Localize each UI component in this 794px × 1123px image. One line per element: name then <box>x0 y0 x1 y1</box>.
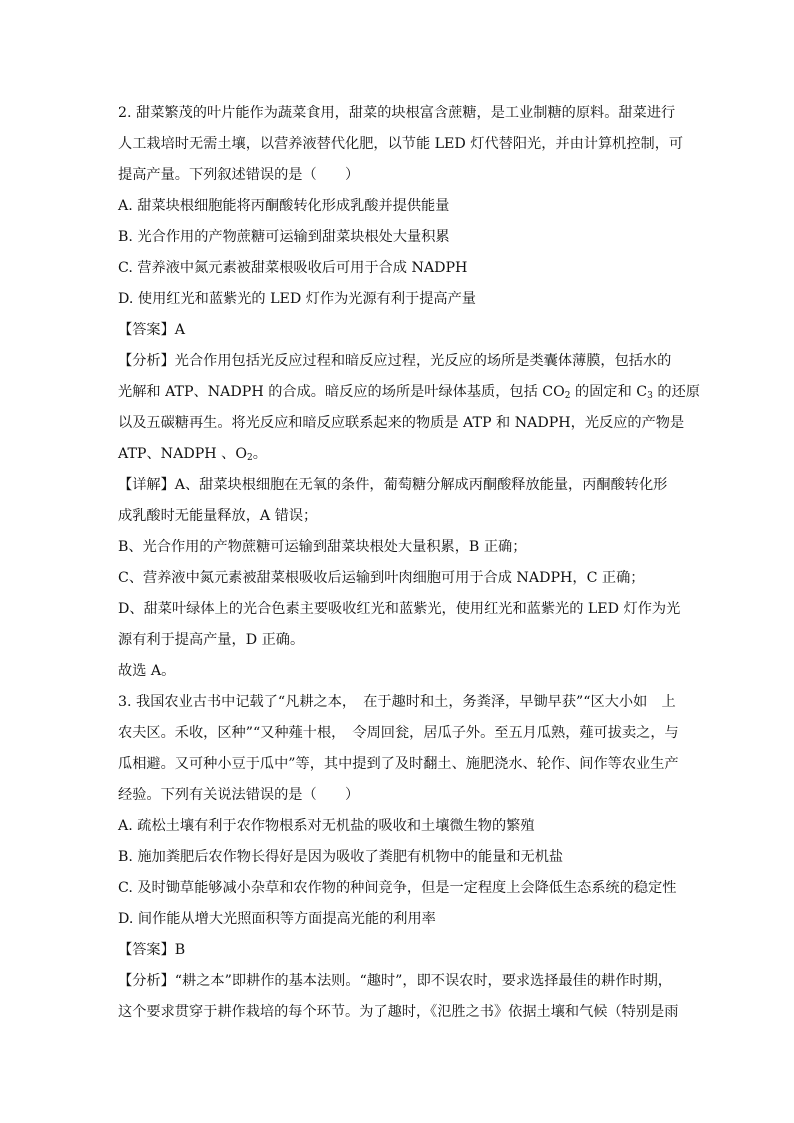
document-body <box>118 98 700 1028</box>
q2-stem-line-2: 人工栽培时无需土壤，以营养液替代化肥，以节能 LED 灯代替阳光，并由计算机控制，可 <box>118 136 684 152</box>
q2-detail-line-6: 源有利于提高产量，D 正确。 <box>118 632 305 648</box>
q2-detail-line-3: B、光合作用的产物蔗糖可运输到甜菜块根处大量积累，B 正确； <box>118 539 527 555</box>
subscript-2: 2 <box>246 453 253 463</box>
q3-option-c: C. 及时锄草能够减小杂草和农作物的种间竞争，但是一定程度上会降低生态系统的稳定性 <box>118 880 677 896</box>
q2-analysis-line-2-part-a: 光解和 ATP、NADPH 的合成。暗反应的场所是叶绿体基质，包括 CO <box>118 384 565 400</box>
q3-answer: 【答案】B <box>118 942 186 958</box>
q2-detail-line-5: D、甜菜叶绿体上的光合色素主要吸收红光和蓝紫光，使用红光和蓝紫光的 LED 灯作为光 <box>118 601 681 617</box>
q2-detail-line-2: 成乳酸时无能量释放，A 错误； <box>118 508 318 524</box>
q3-stem-line-2: 农夫区。禾收，区种”“又种薤十根， 令周回瓮，居瓜子外。至五月瓜熟，薤可拔卖之，与 <box>118 725 679 741</box>
q3-analysis-line-2: 这个要求贯穿于耕作栽培的每个环节。为了趣时，《氾胜之书》依据土壤和气候（特别是雨 <box>118 1004 679 1020</box>
q2-analysis-line-4-part-b: 。 <box>252 446 267 462</box>
q2-stem-line-3: 提高产量。下列叙述错误的是（ ） <box>118 167 360 183</box>
q2-analysis-line-4 <box>118 439 680 470</box>
q2-conclusion: 故选 A。 <box>118 663 176 679</box>
subscript-2: 2 <box>564 391 571 401</box>
q2-analysis-line-4-part-a: ATP、NADPH 、O <box>118 446 247 462</box>
q2-option-b: B. 光合作用的产物蔗糖可运输到甜菜块根处大量积累 <box>118 229 450 245</box>
q2-option-a: A. 甜菜块根细胞能将丙酮酸转化形成乳酸并提供能量 <box>118 198 450 214</box>
q3-stem-line-3: 瓜相避。又可种小豆于瓜中”等，其中提到了及时翻土、施肥浇水、轮作、间作等农业生产 <box>118 756 679 772</box>
q3-analysis-line-1: 【分析】“耕之本”即耕作的基本法则。“趣时”，即不误农时，要求选择最佳的耕作时期， <box>118 973 672 989</box>
q2-stem-line-1: 2. 甜菜繁茂的叶片能作为蔬菜食用，甜菜的块根富含蔗糖，是工业制糖的原料。甜菜进行 <box>118 105 676 121</box>
q3-option-d: D. 间作能从增大光照面积等方面提高光能的利用率 <box>118 911 436 927</box>
q2-analysis-line-3: 以及五碳糖再生。将光反应和暗反应联系起来的物质是 ATP 和 NADPH，光反应的产物是 <box>118 415 685 431</box>
q2-analysis-line-2-part-c: 的还原 <box>652 384 700 400</box>
q3-stem-line-4: 经验。下列有关说法错误的是（ ） <box>118 787 360 803</box>
q2-option-d: D. 使用红光和蓝紫光的 LED 灯作为光源有利于提高产量 <box>118 291 476 307</box>
q2-analysis-line-2-part-b: 的固定和 C <box>570 384 648 400</box>
subscript-3: 3 <box>647 391 653 401</box>
q3-option-b: B. 施加粪肥后农作物长得好是因为吸收了粪肥有机物中的能量和无机盐 <box>118 849 564 865</box>
q2-analysis-line-2 <box>118 377 700 408</box>
q3-option-a: A. 疏松土壤有利于农作物根系对无机盐的吸收和土壤微生物的繁殖 <box>118 818 535 834</box>
q2-answer: 【答案】A <box>118 322 185 338</box>
q2-analysis-line-1: 【分析】光合作用包括光反应过程和暗反应过程，光反应的场所是类囊体薄膜，包括水的 <box>118 353 672 369</box>
q2-option-c: C. 营养液中氮元素被甜菜根吸收后可用于合成 NADPH <box>118 260 468 276</box>
q2-detail-line-4: C、营养液中氮元素被甜菜根吸收后运输到叶肉细胞可用于合成 NADPH，C 正确； <box>118 570 645 586</box>
q3-stem-line-1: 3. 我国农业古书中记载了“凡耕之本， 在于趣时和土，务粪泽，早锄早获”“区大小如 上 <box>118 694 676 710</box>
q2-detail-line-1: 【详解】A、甜菜块根细胞在无氧的条件，葡萄糖分解成丙酮酸释放能量，丙酮酸转化形 <box>118 477 668 493</box>
